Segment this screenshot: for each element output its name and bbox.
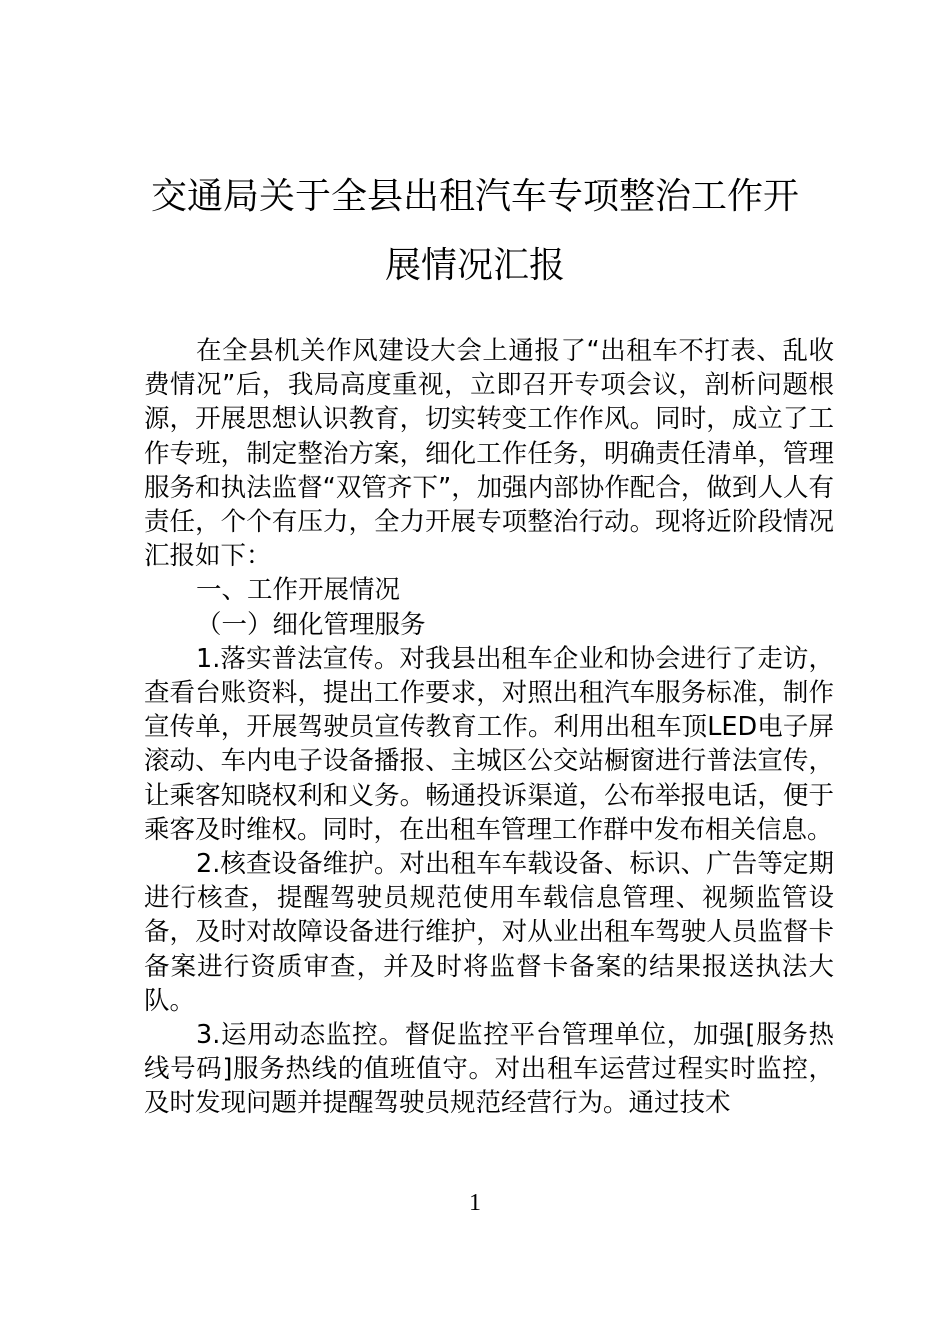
item-paragraph-2: 2.核查设备维护。对出租车车载设备、标识、广告等定期进行核查，提醒驾驶员规范使用车载信息管理、视频监管设备，及时对故障设备进行维护，对从业出租车驾驶人员监督卡备案进行资质审查，并及时将监督卡备案的结果报送执法大队。 (144, 849, 834, 1016)
subsection-heading: （一）细化管理服务 (196, 609, 426, 640)
document-title-line-1: 交通局关于全县出租汽车专项整治工作开 (150, 176, 799, 217)
intro-paragraph: 在全县机关作风建设大会上通报了“出租车不打表、乱收费情况”后，我局高度重视，立即召开专项会议，剖析问题根源，开展思想认识教育，切实转变工作作风。同时，成立了工作专班，制定整治方案，细化工作任务，明确责任清单，管理服务和执法监督“双管齐下”，加强内部协作配合，做到人人有责任，个个有压力，全力开展专项整治行动。现将近阶段情况汇报如下： (144, 336, 834, 572)
item-paragraph-1: 1.落实普法宣传。对我县出租车企业和协会进行了走访，查看台账资料，提出工作要求，对照出租汽车服务标准，制作宣传单，开展驾驶员宣传教育工作。利用出租车顶LED电子屏滚动、车内电子设备播报、主城区公交站橱窗进行普法宣传，让乘客知晓权利和义务。畅通投诉渠道，公布举报电话，便于乘客及时维权。同时，在出租车管理工作群中发布相关信息。 (144, 643, 834, 845)
section-heading: 一、工作开展情况 (196, 575, 401, 606)
item-paragraph-3: 3.运用动态监控。督促监控平台管理单位，加强[服务热线号码]服务热线的值班值守。对出租车运营过程实时监控，及时发现问题并提醒驾驶员规范经营行为。通过技术 (144, 1020, 834, 1119)
document-body (144, 334, 834, 1121)
document-title-line-2: 展情况汇报 (384, 245, 565, 286)
page-number: 1 (469, 1190, 481, 1216)
